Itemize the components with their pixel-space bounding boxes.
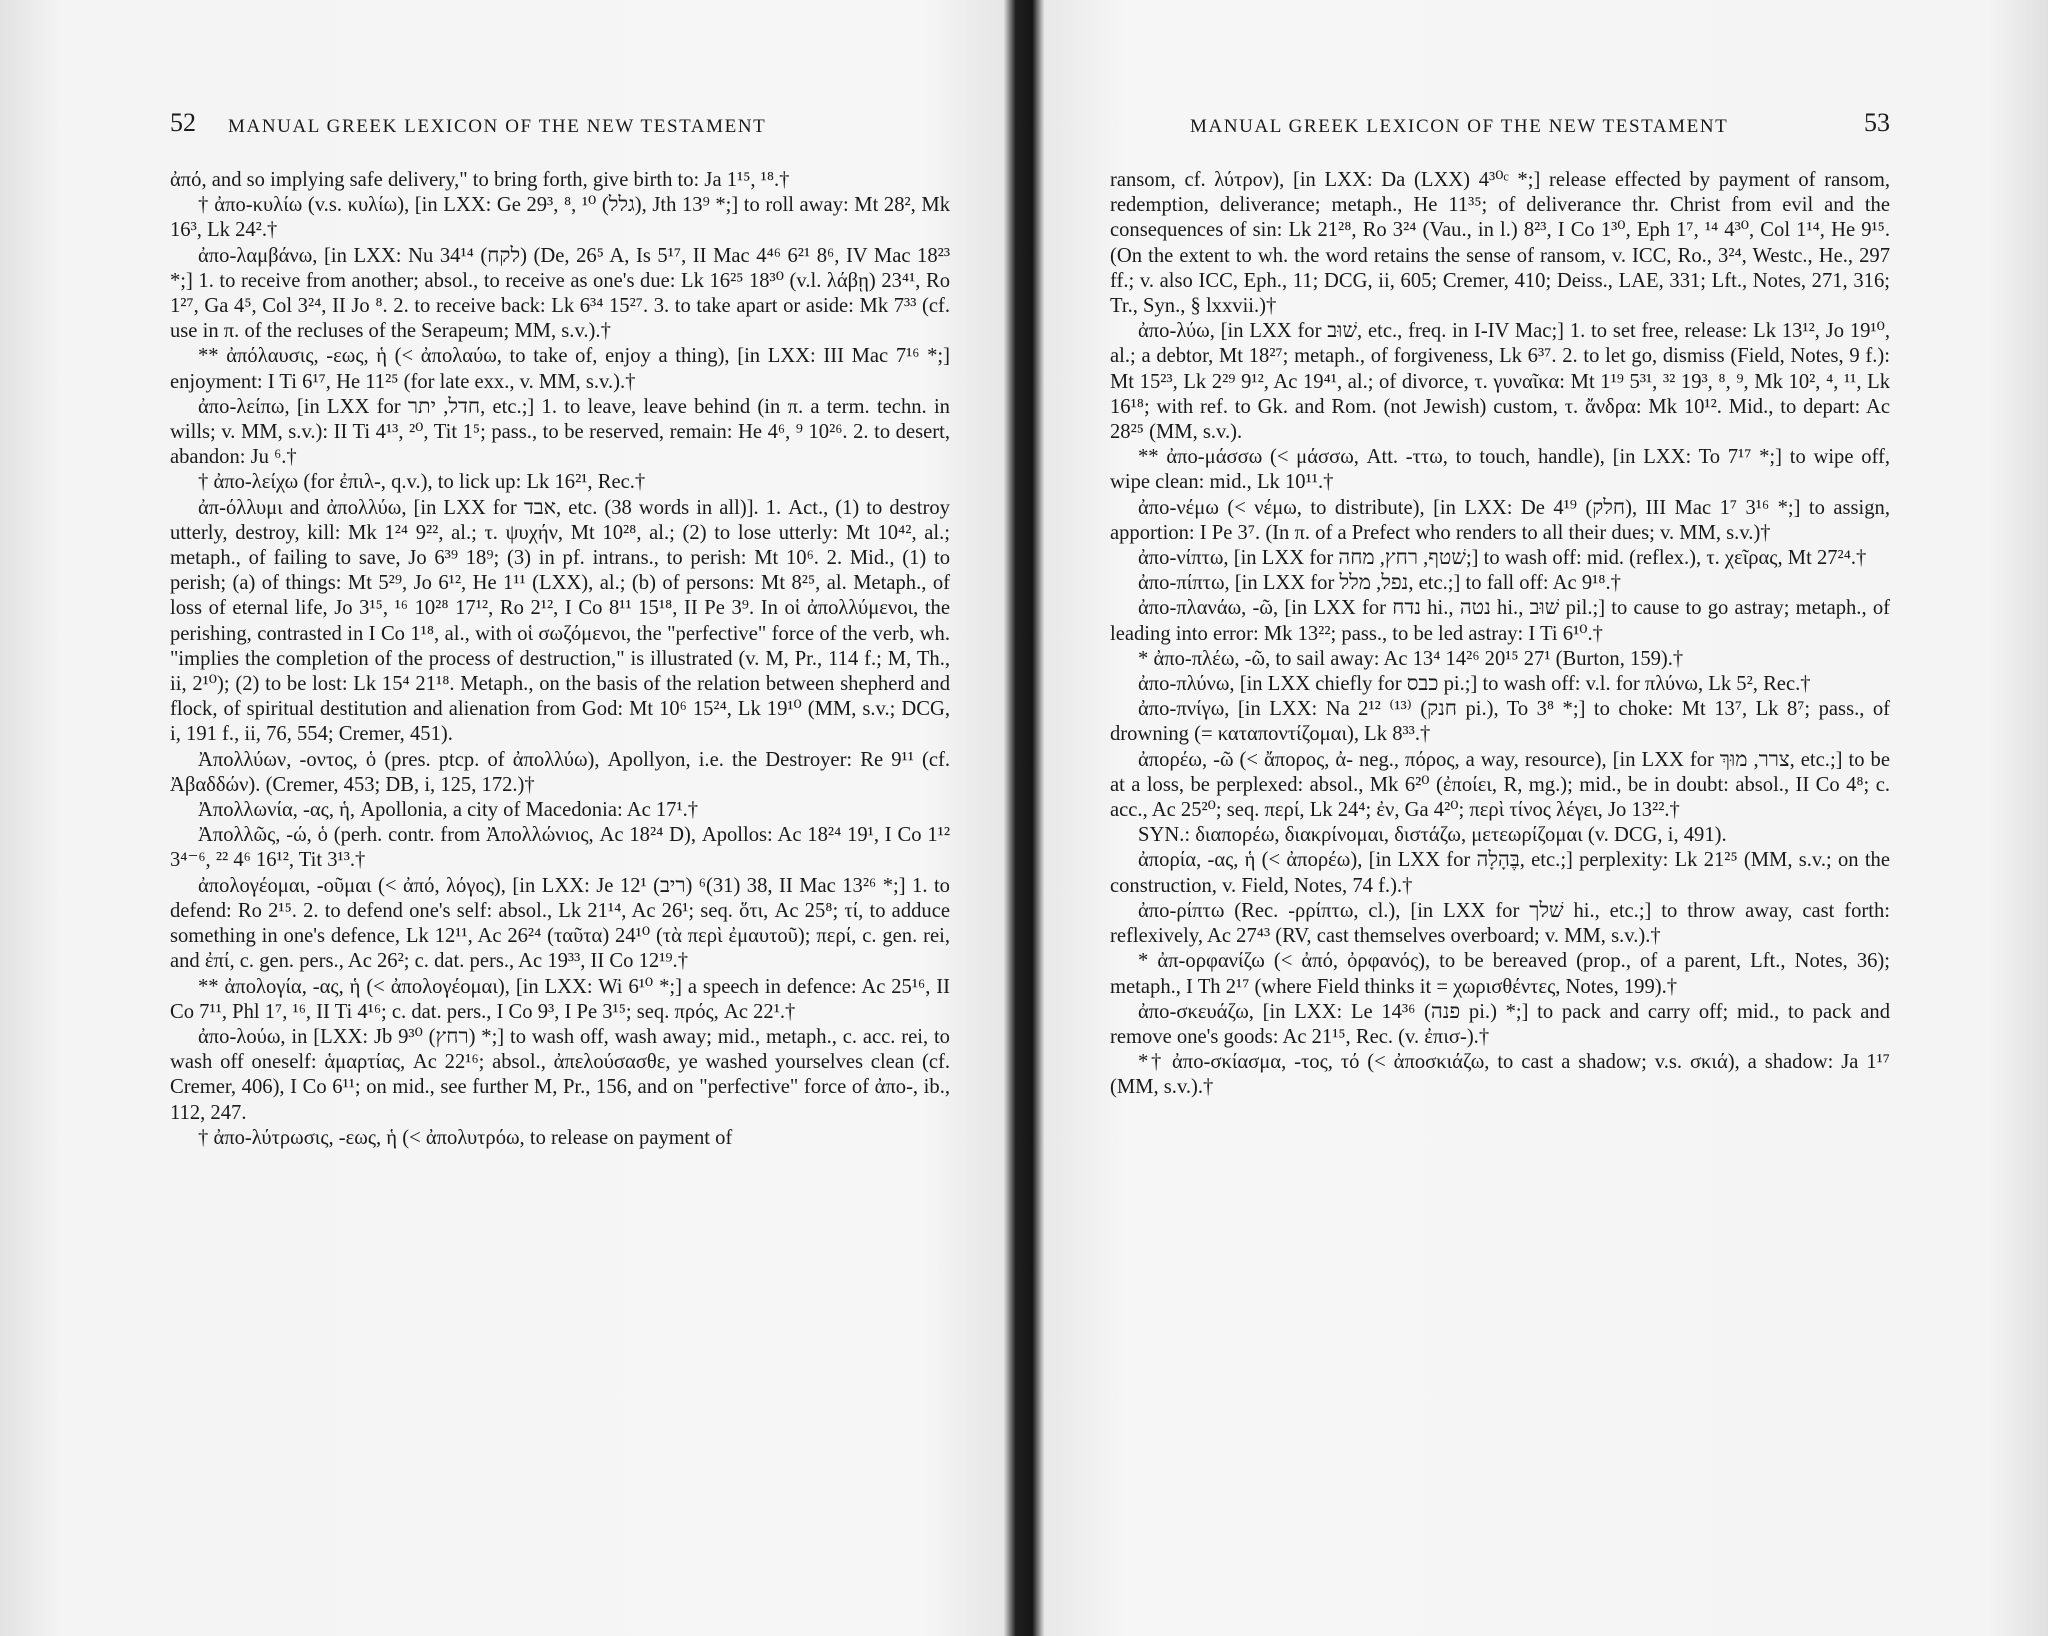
lexicon-entry: ἀπο-λούω, in [LXX: Jb 9³⁰ (רחץ) *;] to wash off, wash away; mid., metaph., c. acc. rei, to wash off oneself: ἁμαρτίας, Ac 22¹⁶; absol., ἀπελούσασθε, ye washed yourselves clean (cf. Cremer, 406), I Co 6¹¹; on mid., see further M, Pr., 156, and on "perfective" force of ἀπο-, ib., 112, 247. xyxy=(170,1025,950,1124)
lexicon-entry: ἀπορέω, -ῶ (< ἄπορος, ἀ- neg., πόρος, a way, resource), [in LXX for צרר, מוּךְ, etc.;] to be at a loss, be perplexed: absol., Mk 6²⁰ (ἐποίει, R, mg.); mid., be in doubt: absol., II Co 4⁸; c. acc., Ac 25²⁰; seq. περί, Lk 24⁴; ἐν, Ga 4²⁰; περὶ τίνος λέγει, Jo 13²².† xyxy=(1110,748,1890,822)
lexicon-entry: ἀπο-νέμω (< νέμω, to distribute), [in LXX: De 4¹⁹ (חלק), III Mac 1⁷ 3¹⁶ *;] to assign, apportion: I Pe 3⁷. (In π. of a Prefect who renders to all their dues; v. MM, s.v.)† xyxy=(1110,496,1890,544)
lexicon-entry: ἀπο-λαμβάνω, [in LXX: Nu 34¹⁴ (לקח) (De, 26⁵ A, Is 5¹⁷, II Mac 4⁴⁶ 6²¹ 8⁶, IV Mac 18²³ *;] 1. to receive from another; absol., to receive as one's due: Lk 16²⁵ 18³⁰ (v.l. λάβῃ) 23⁴¹, Ro 1²⁷, Ga 4⁵, Col 3²⁴, II Jo ⁸. 2. to receive back: Lk 6³⁴ 15²⁷. 3. to take apart or aside: Mk 7³³ (cf. use in π. of the recluses of the Serapeum; MM, s.v.).† xyxy=(170,244,950,343)
lexicon-entry: * ἀπ-ορφανίζω (< ἀπό, ὀρφανός), to be bereaved (prop., of a parent, Lft., Notes, 36); metaph., I Th 2¹⁷ (where Field thinks it = χωρισθέντες, Notes, 199).† xyxy=(1110,950,1890,998)
lexicon-entry: ἀπο-σκευάζω, [in LXX: Le 14³⁶ (פנה pi.) *;] to pack and carry off; mid., to pack and remove one's goods: Ac 21¹⁵, Rec. (v. ἐπισ-).† xyxy=(1110,1000,1890,1048)
lexicon-entry: † ἀπο-λείχω (for ἐπιλ-, q.v.), to lick up: Lk 16²¹, Rec.† xyxy=(198,471,646,494)
lexicon-entry: ἀπο-νίπτω, [in LXX for שׁטף, רחץ, מחה;] to wash off: mid. (reflex.), τ. χεῖρας, Mt 27²⁴.† xyxy=(1138,547,1867,570)
lexicon-entry: ἀπο-πίπτω, [in LXX for נפל, מלל, etc.;] to fall off: Ac 9¹⁸.† xyxy=(1138,572,1621,595)
lexicon-entry: † ἀπο-λύτρωσις, -εως, ἡ (< ἀπολυτρόω, to release on payment of xyxy=(198,1126,733,1149)
lexicon-entry: ἀπο-λύω, [in LXX for שׁוּב, etc., freq. in I-IV Mac;] 1. to set free, release: Lk 13¹², Jo 19¹⁰, al.; a debtor, Mt 18²⁷; metaph., of forgiveness, Lk 6³⁷. 2. to let go, dismiss (Field, Notes, 9 f.): Mt 15²³, Lk 2²⁹ 9¹², Ac 19⁴¹, al.; of divorce, τ. γυναῖκα: Mt 1¹⁹ 5³¹, ³² 19³, ⁸, ⁹, Mk 10², ⁴, ¹¹, Lk 16¹⁸; with ref. to Gk. and Rom. (not Jewish) custom, τ. ἄνδρα: Mk 10¹². Mid., to depart: Ac 28²⁵ (MM, s.v.). xyxy=(1110,320,1890,444)
left-running-title: MANUAL GREEK LEXICON OF THE NEW TESTAMENT xyxy=(228,116,767,137)
right-running-head xyxy=(1110,108,1890,152)
lexicon-entry: ἀπορία, -ας, ἡ (< ἀπορέω), [in LXX for בֶּהָלָה, etc.;] perplexity: Lk 21²⁵ (MM, s.v.; on the construction, v. Field, Notes, 74 f.).† xyxy=(1110,849,1890,897)
lexicon-entry: ἀπο-λείπω, [in LXX for חדל, יתר, etc.;] 1. to leave, leave behind (in π. a term. techn. in wills; v. MM, s.v.): II Ti 4¹³, ²⁰, Tit 1⁵; pass., to be reserved, remain: He 4⁶, ⁹ 10²⁶. 2. to desert, abandon: Ju ⁶.† xyxy=(170,395,950,469)
lexicon-entry: ransom, cf. λύτρον), [in LXX: Da (LXX) 4³⁰ᶜ *;] release effected by payment of ransom, redemption, deliverance; metaph., He 11³⁵; of deliverance thr. Christ from evil and the consequences of sin: Lk 21²⁸, Ro 3²⁴ (Vau., in l.) 8²³, I Co 1³⁰, Eph 1⁷, ¹⁴ 4³⁰, Col 1¹⁴, He 9¹⁵. (On the extent to wh. the word retains the sense of ransom, v. ICC, Ro., 3²⁴, Westc., He., 297 ff.; v. also ICC, Eph., 11; DCG, ii, 605; Cremer, 410; Deiss., LAE, 331; Lft., Notes, 271, 316; Tr., Syn., § lxxvii.)† xyxy=(1110,169,1890,318)
left-running-head xyxy=(170,108,950,152)
lexicon-entry: ** ἀπολογία, -ας, ἡ (< ἀπολογέομαι), [in LXX: Wi 6¹⁰ *;] a speech in defence: Ac 25¹⁶, II Co 7¹¹, Phl 1⁷, ¹⁶, II Ti 4¹⁶; c. dat. pers., I Co 9³, I Pe 3¹⁵; seq. πρός, Ac 22¹.† xyxy=(170,975,950,1023)
lexicon-entry: *† ἀπο-σκίασμα, -τος, τό (< ἀποσκιάζω, to cast a shadow; v.s. σκιά), a shadow: Ja 1¹⁷ (MM, s.v.).† xyxy=(1110,1051,1890,1099)
right-running-title: MANUAL GREEK LEXICON OF THE NEW TESTAMENT xyxy=(1190,116,1729,137)
left-page-body xyxy=(170,168,950,1151)
lexicon-entry: Ἀπολλύων, -οντος, ὁ (pres. ptcp. of ἀπολλύω), Apollyon, i.e. the Destroyer: Re 9¹¹ (cf. Ἀβαδδών). (Cremer, 453; DB, i, 125, 172.)† xyxy=(170,748,950,796)
right-page-body xyxy=(1110,168,1890,1101)
lexicon-entry: Ἀπολλῶς, -ώ, ὁ (perh. contr. from Ἀπολλώνιος, Ac 18²⁴ D), Apollos: Ac 18²⁴ 19¹, I Co 1¹² 3⁴⁻⁶, ²² 4⁶ 16¹², Tit 3¹³.† xyxy=(170,824,950,872)
right-page-number: 53 xyxy=(1864,108,1890,137)
lexicon-entry: ** ἀπο-μάσσω (< μάσσω, Att. -ττω, to touch, handle), [in LXX: To 7¹⁷ *;] to wipe off, wipe clean: mid., Lk 10¹¹.† xyxy=(1110,446,1890,494)
lexicon-entry: Ἀπολλωνία, -ας, ἡ, Apollonia, a city of Macedonia: Ac 17¹.† xyxy=(198,799,699,822)
lexicon-entry: ἀπο-πνίγω, [in LXX: Na 2¹² ⁽¹³⁾ (חנק pi.), To 3⁸ *;] to choke: Mt 13⁷, Lk 8⁷; pass., of drowning (= καταποντίζομαι), Lk 8³³.† xyxy=(1110,698,1890,746)
lexicon-entry: ἀπό, and so implying safe delivery," to bring forth, give birth to: Ja 1¹⁵, ¹⁸.† xyxy=(170,169,790,191)
lexicon-entry: ἀπο-πλανάω, -ῶ, [in LXX for נדח hi., נטה hi., שׁוּב pil.;] to cause to go astray; metaph., of leading into error: Mk 13²²; pass., to be led astray: I Ti 6¹⁰.† xyxy=(1110,597,1890,645)
lexicon-entry: † ἀπο-κυλίω (v.s. κυλίω), [in LXX: Ge 29³, ⁸, ¹⁰ (גלל), Jth 13⁹ *;] to roll away: Mt 28², Mk 16³, Lk 24².† xyxy=(170,194,950,242)
lexicon-entry: ἀπ-όλλυμι and ἀπολλύω, [in LXX for אבד, etc. (38 words in all)]. 1. Act., (1) to destroy utterly, destroy, kill: Mk 1²⁴ 9²², al.; τ. ψυχήν, Mt 10²⁸, al.; (2) to lose utterly: Mt 10⁴², al.; metaph., of failing to save, Jo 6³⁹ 18⁹; (3) in pf. intrans., to perish: Mt 10⁶. 2. Mid., (1) to perish; (a) of things: Mt 5²⁹, Jo 6¹², He 1¹¹ (LXX), al.; (b) of persons: Mt 8²⁵, al. Metaph., of loss of eternal life, Jo 3¹⁵, ¹⁶ 10²⁸ 17¹², Ro 2¹², I Co 8¹¹ 15¹⁸, II Pe 3⁹. In οἱ ἀπολλύμενοι, the perishing, contrasted in I Co 1¹⁸, al., with οἱ σωζόμενοι, the "perfective" force of the verb, wh. "implies the completion of the process of destruction," is illustrated (v. M, Pr., 114 f.; M, Th., ii, 2¹⁰); (2) to be lost: Lk 15⁴ 21¹⁸. Metaph., on the basis of the relation between shepherd and flock, of spiritual destitution and alienation from God: Mt 10⁶ 15²⁴, Lk 19¹⁰ (MM, s.v.; DCG, i, 191 f., ii, 76, 554; Cremer, 451). xyxy=(170,496,950,746)
left-page-number: 52 xyxy=(170,108,196,137)
lexicon-entry: ἀπο-ρίπτω (Rec. -ρρίπτω, cl.), [in LXX for שׁלך hi., etc.;] to throw away, cast forth: reflexively, Ac 27⁴³ (RV, cast themselves overboard; v. MM, s.v.).† xyxy=(1110,899,1890,948)
left-page xyxy=(150,0,950,1636)
lexicon-entry: SYN.: διαπορέω, διακρίνομαι, διστάζω, μετεωρίζομαι (v. DCG, i, 491). xyxy=(1138,824,1727,847)
right-page xyxy=(1090,0,1890,1636)
lexicon-entry: ** ἀπόλαυσις, -εως, ἡ (< ἀπολαύω, to take of, enjoy a thing), [in LXX: III Mac 7¹⁶ *;] enjoyment: I Ti 6¹⁷, He 11²⁵ (for late exx., v. MM, s.v.).† xyxy=(170,345,950,393)
lexicon-entry: * ἀπο-πλέω, -ῶ, to sail away: Ac 13⁴ 14²⁶ 20¹⁵ 27¹ (Burton, 159).† xyxy=(1138,647,1684,670)
lexicon-entry: ἀπολογέομαι, -οῦμαι (< ἀπό, λόγος), [in LXX: Je 12¹ (ריב) 38 (31)⁶, II Mac 13²⁶ *;] 1. to defend: Ro 2¹⁵. 2. to defend one's self: absol., Lk 21¹⁴, Ac 26¹; seq. ὅτι, Ac 25⁸; τί, to adduce something in one's defence, Lk 12¹¹, Ac 26²⁴ (ταῦτα) 24¹⁰ (τὰ περὶ ἐμαυτοῦ); περί, c. gen. rei, and ἐπί, c. gen. pers., Ac 26²; c. dat. pers., Ac 19³³, II Co 12¹⁹.† xyxy=(170,874,950,973)
lexicon-entry: ἀπο-πλύνω, [in LXX chiefly for כבס pi.;] to wash off: v.l. for πλύνω, Lk 5², Rec.† xyxy=(1138,673,1811,696)
